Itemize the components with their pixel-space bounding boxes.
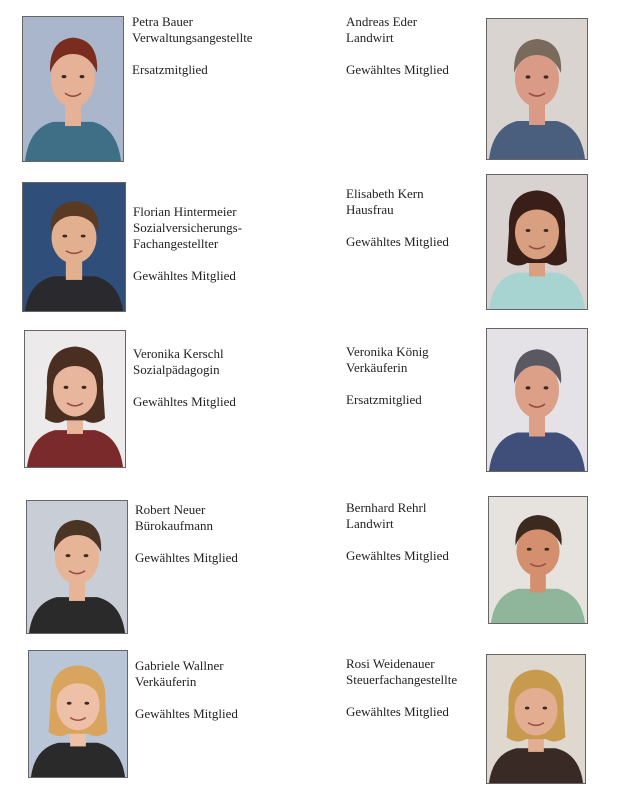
portrait-image <box>487 329 587 471</box>
member-status: Ersatzmitglied <box>132 62 208 77</box>
member-job: Sozialpädagogin <box>133 362 220 377</box>
portrait-image <box>25 331 125 467</box>
member-name: Florian Hintermeier <box>133 204 237 219</box>
member-photo-robert-neuer <box>26 500 128 634</box>
member-name: Rosi Weidenauer <box>346 656 435 671</box>
member-job: Fachangestellter <box>133 236 219 251</box>
member-photo-gabriele-wallner <box>28 650 128 778</box>
portrait-image <box>23 183 125 311</box>
member-job: Hausfrau <box>346 202 394 217</box>
member-photo-veronika-koenig <box>486 328 588 472</box>
member-info-veronika-kerschl <box>133 346 236 410</box>
member-name: Petra Bauer <box>132 14 194 29</box>
portrait-image <box>27 501 127 633</box>
member-photo-andreas-eder <box>486 18 588 160</box>
member-job: Verkäuferin <box>135 674 197 689</box>
portrait-image <box>487 19 587 159</box>
member-status: Gewähltes Mitglied <box>133 394 236 409</box>
member-status: Gewähltes Mitglied <box>133 268 236 283</box>
member-name: Elisabeth Kern <box>346 186 424 201</box>
portrait-image <box>489 497 587 623</box>
member-photo-elisabeth-kern <box>486 174 588 310</box>
member-job: Verwaltungsangestellte <box>132 30 253 45</box>
portrait-image <box>487 175 587 309</box>
member-name: Robert Neuer <box>135 502 206 517</box>
member-info-rosi-weidenauer <box>346 656 457 720</box>
member-name: Gabriele Wallner <box>135 658 224 673</box>
portrait-image <box>487 655 585 783</box>
member-job: Verkäuferin <box>346 360 408 375</box>
member-info-gabriele-wallner <box>135 658 238 722</box>
member-status: Gewähltes Mitglied <box>135 706 238 721</box>
member-info-robert-neuer <box>135 502 238 566</box>
member-status: Gewähltes Mitglied <box>346 704 449 719</box>
member-photo-veronika-kerschl <box>24 330 126 468</box>
member-photo-petra-bauer <box>22 16 124 162</box>
member-info-andreas-eder <box>346 14 449 78</box>
member-status: Gewähltes Mitglied <box>135 550 238 565</box>
member-photo-bernhard-rehrl <box>488 496 588 624</box>
portrait-image <box>29 651 127 777</box>
member-info-veronika-koenig <box>346 344 429 408</box>
member-name: Andreas Eder <box>346 14 418 29</box>
portrait-image <box>23 17 123 161</box>
member-name: Veronika Kerschl <box>133 346 224 361</box>
member-info-bernhard-rehrl <box>346 500 449 564</box>
member-job: Sozialversicherungs- <box>133 220 243 235</box>
member-job: Landwirt <box>346 30 394 45</box>
member-status: Gewähltes Mitglied <box>346 234 449 249</box>
member-status: Gewähltes Mitglied <box>346 548 449 563</box>
member-job: Landwirt <box>346 516 394 531</box>
member-status: Gewähltes Mitglied <box>346 62 449 77</box>
member-photo-florian-hintermeier <box>22 182 126 312</box>
member-info-elisabeth-kern <box>346 186 449 250</box>
member-name: Bernhard Rehrl <box>346 500 427 515</box>
member-job: Steuerfachangestellte <box>346 672 458 687</box>
member-name: Veronika König <box>346 344 429 359</box>
member-status: Ersatzmitglied <box>346 392 422 407</box>
member-info-florian-hintermeier <box>133 204 242 284</box>
member-job: Bürokaufmann <box>135 518 213 533</box>
member-photo-rosi-weidenauer <box>486 654 586 784</box>
member-info-petra-bauer <box>132 14 253 78</box>
